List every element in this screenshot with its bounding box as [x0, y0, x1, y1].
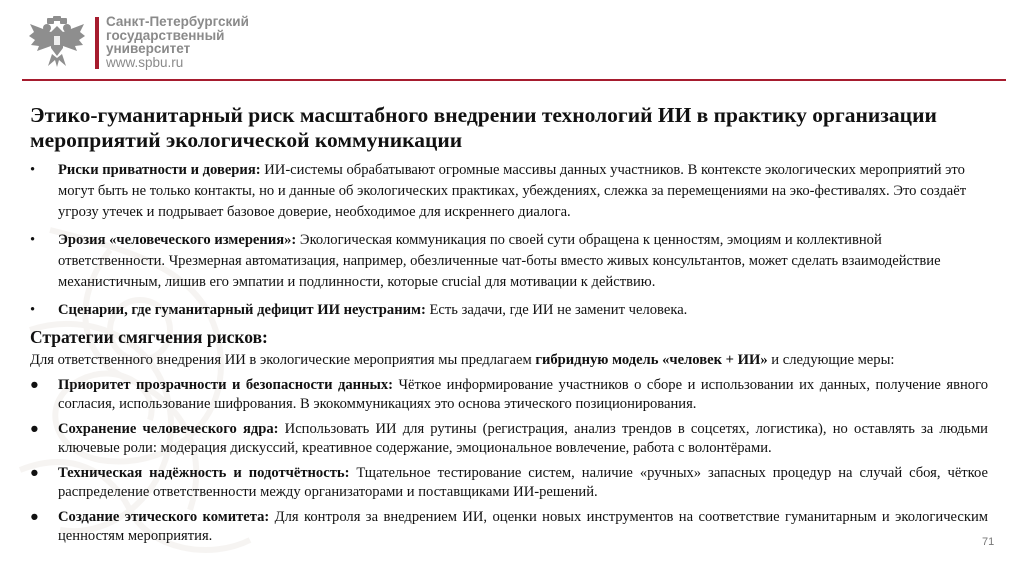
risks-list: [30, 160, 988, 321]
risk-item: [30, 230, 988, 293]
header-divider: [22, 79, 1006, 81]
page-number: 71: [982, 536, 995, 548]
measure-item-text: Тщательное тестирование систем, наличие «ручных» запасных процедур на случай сбоя, чёткое распределение ответственности между организаторами и поставщиками ИИ-решений.: [58, 465, 988, 500]
bullet-icon: •: [30, 232, 36, 248]
measure-item: [30, 464, 988, 502]
slide-header: [0, 0, 1024, 82]
slide-content: [30, 103, 988, 552]
risk-item-text: Экологическая коммуникация по своей сути обращена к ценностям, эмоциям и коллективной ответственности. Чрезмерная автоматизация, например, обезличенные чат-боты вместо живых консультантов, может сделать взаимодействие механистичным, лишив его эмпатии и подлинности, которые crucial для мотивации к действию.: [58, 232, 941, 290]
filled-bullet-icon: ●: [30, 377, 39, 393]
measure-item: [30, 376, 988, 414]
intro-text-end: и следующие меры:: [767, 352, 895, 368]
strategies-intro: [30, 351, 988, 370]
measure-item: [30, 508, 988, 546]
measure-item-heading: Сохранение человеческого ядра:: [58, 421, 279, 437]
double-headed-eagle-crest-icon: [28, 16, 86, 68]
intro-text: Для ответственного внедрения ИИ в экологические мероприятия мы предлагаем: [30, 352, 536, 368]
measures-list: [30, 376, 988, 546]
measure-item-text: Для контроля за внедрением ИИ, оценки новых инструментов на соответствие гуманитарным и экологическим ценностям мероприятия.: [58, 509, 988, 544]
filled-bullet-icon: ●: [30, 465, 39, 481]
measure-item-text: Использовать ИИ для рутины (регистрация, анализ трендов в соцсетях, логистика), но оставлять за людьми ключевые роли: модерация дискуссий, креативное содержание, эмоциональное вовлечение, работа с волонтёрами.: [58, 421, 988, 456]
risk-item: [30, 300, 988, 321]
risk-item-text: Есть задачи, где ИИ не заменит человека.: [425, 302, 688, 318]
university-name: [106, 15, 249, 69]
strategies-heading: Стратегии смягчения рисков:: [30, 327, 268, 347]
university-name-line: государственный: [106, 27, 225, 43]
bullet-icon: •: [30, 162, 36, 178]
header-accent-bar: [95, 17, 99, 69]
risk-item-heading: Эрозия «человеческого измерения»:: [58, 232, 297, 248]
measure-item-text: Чёткое информирование участников о сборе и использовании их данных, получение явного согласия, использование шифрования. В экокоммуникациях это основа этического позиционирования.: [58, 377, 988, 412]
measure-item-heading: Приоритет прозрачности и безопасности данных:: [58, 377, 394, 393]
measure-item-heading: Техническая надёжность и подотчётность:: [58, 465, 350, 481]
measure-item-heading: Создание этического комитета:: [58, 509, 270, 525]
university-name-line: университет: [106, 41, 191, 56]
slide-title: Этико-гуманитарный риск масштабного внедрении технологий ИИ в практику организации мероприятий экологической коммуникации: [30, 103, 937, 152]
measure-item: [30, 420, 988, 458]
filled-bullet-icon: ●: [30, 421, 39, 437]
bullet-icon: •: [30, 302, 36, 318]
university-name-line: Санкт-Петербургский: [106, 14, 249, 29]
risk-item-heading: Риски приватности и доверия:: [58, 162, 261, 178]
risk-item-text: ИИ-системы обрабатывают огромные массивы данных участников. В контексте экологических мероприятий это могут быть не только контакты, но и данные об экологических практиках, убеждениях, слежка за перемещениями на эко-фестивалях. Это создаёт угрозу утечек и подрывает базовое доверие, необходимое для искреннего диалога.: [58, 162, 967, 220]
filled-bullet-icon: ●: [30, 509, 39, 525]
risk-item: [30, 160, 988, 223]
risk-item-heading: Сценарии, где гуманитарный дефицит ИИ неустраним:: [58, 302, 426, 318]
website-url[interactable]: www.spbu.ru: [106, 54, 184, 70]
intro-emphasis: гибридную модель «человек + ИИ»: [535, 352, 768, 368]
